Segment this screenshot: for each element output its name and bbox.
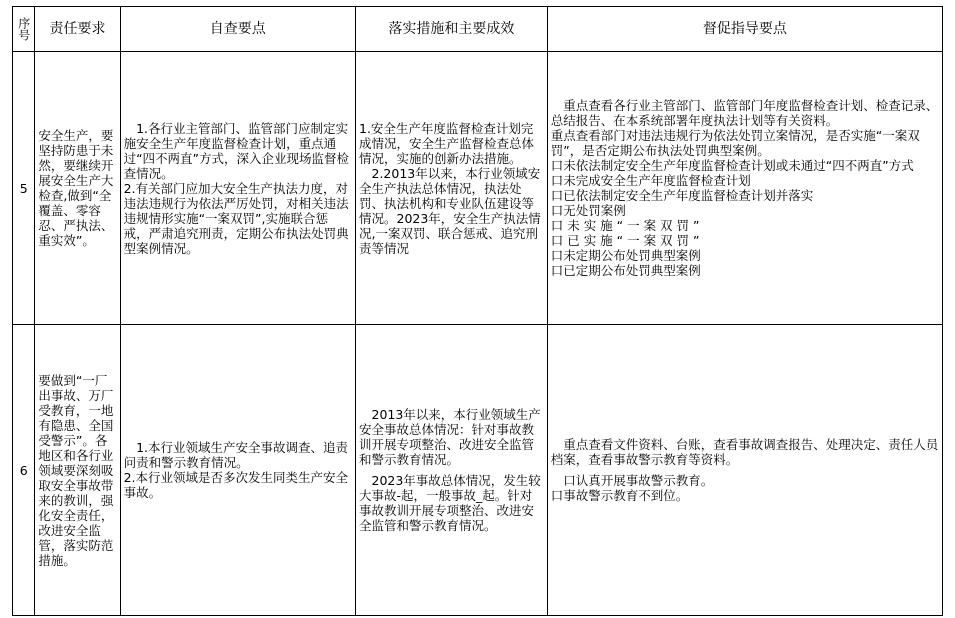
checkbox-option: 口已依法制定安全生产年度监督检查计划并落实 [550,188,814,203]
row-number: 6 [13,325,35,616]
self-check-item: 1.本行业领域生产安全事故调查、追责问责和警示教育情况。 [123,440,349,470]
measure-item: 1.安全生产年度监督检查计划完成情况，安全生产监督检查总体情况，实施的创新办法措施。 [359,120,535,166]
guidance-item: 重点查看各行业主管部门、监管部门年度监督检查计划、检查记录、总结报告、在本系统部署年度执法计划等有关资料。 [550,98,939,128]
table-row [13,325,943,616]
guidance-cell [547,52,942,325]
self-check-item: 2.本行业领域是否多次发生同类生产安全事故。 [123,470,349,500]
checkbox-option: 口 未 实 施 “ 一 案 双 罚 ” [550,218,700,233]
checkbox-option: 口未完成安全生产年度监督检查计划 [550,173,751,188]
measure-item: 2013年以来，本行业领域生产安全事故总体情况：针对事故教训开展专项整治、改进安全监管和警示教育情况。 [359,407,541,467]
measure-item: 2.2013年以来，本行业领域安全生产执法总体情况，执法处罚、执法机构和专业队伍建设等情况。2023年，安全生产执法情况,一案双罚、联合惩戒、追究刑责等情况 [359,165,541,256]
header-self-check: 自查要点 [120,7,355,52]
checkbox-option: 口认真开展事故警示教育。 [563,473,714,488]
guidance-item: 重点查看部门对违法违规行为依法处罚立案情况，是否实施“一案双罚”，是否定期公布执法处罚典型案例。 [550,128,920,158]
measures-cell [356,52,548,325]
header-requirement: 责任要求 [35,7,120,52]
checkbox-option: 口未定期公布处罚典型案例 [550,248,701,263]
requirement-cell: 要做到“一厂出事故、万厂受教育，一地有隐患、全国受警示”。各地区和各行业领域要深刻吸取安全事故带来的教训，强化安全责任，改进安全监管，落实防范措施。 [35,325,120,616]
guidance-cell [547,325,942,616]
table-row [13,52,943,325]
guidance-item: 重点查看文件资料、台账，查看事故调查报告、处理决定、责任人员档案，查看事故警示教育等资料。 [550,437,939,467]
header-row [13,7,943,52]
checkbox-option: 口事故警示教育不到位。 [550,488,689,503]
self-check-item: 2.有关部门应加大安全生产执法力度，对违法违规行为依法严厉处罚，对相关违法违规情形实施“一案双罚”,实施联合惩戒，严肃追究刑责，定期公布执法处罚典型案例情况。 [123,180,349,256]
measures-cell [356,325,548,616]
checkbox-option: 口未依法制定安全生产年度监督检查计划或未通过“四不两直”方式 [550,158,914,173]
responsibility-table [12,6,943,616]
row-number: 5 [13,52,35,325]
checkbox-option: 口 已 实 施 “ 一 案 双 罚 ” [550,233,700,248]
checkbox-option: 口已定期公布处罚典型案例 [550,263,701,278]
requirement-cell: 安全生产，要坚持防患于未然，要继续开展安全生产大检查,做到“全覆盖、零容忍、严执法、重实效”。 [35,52,120,325]
self-check-item: 1.各行业主管部门、监管部门应制定实施安全生产年度监督检查计划，重点通过“四不两直”方式，深入企业现场监督检查情况。 [123,120,350,181]
header-guidance: 督促指导要点 [547,7,942,52]
header-no: 序号 [13,7,35,52]
self-check-cell [120,52,355,325]
header-measures: 落实措施和主要成效 [356,7,548,52]
checkbox-option: 口无处罚案例 [550,203,626,218]
measure-item: 2023年事故总体情况，发生较大事故-起，一般事故_起。针对事故教训开展专项整治、改进安全监管和警示教育情况。 [359,473,541,533]
self-check-cell [120,325,355,616]
